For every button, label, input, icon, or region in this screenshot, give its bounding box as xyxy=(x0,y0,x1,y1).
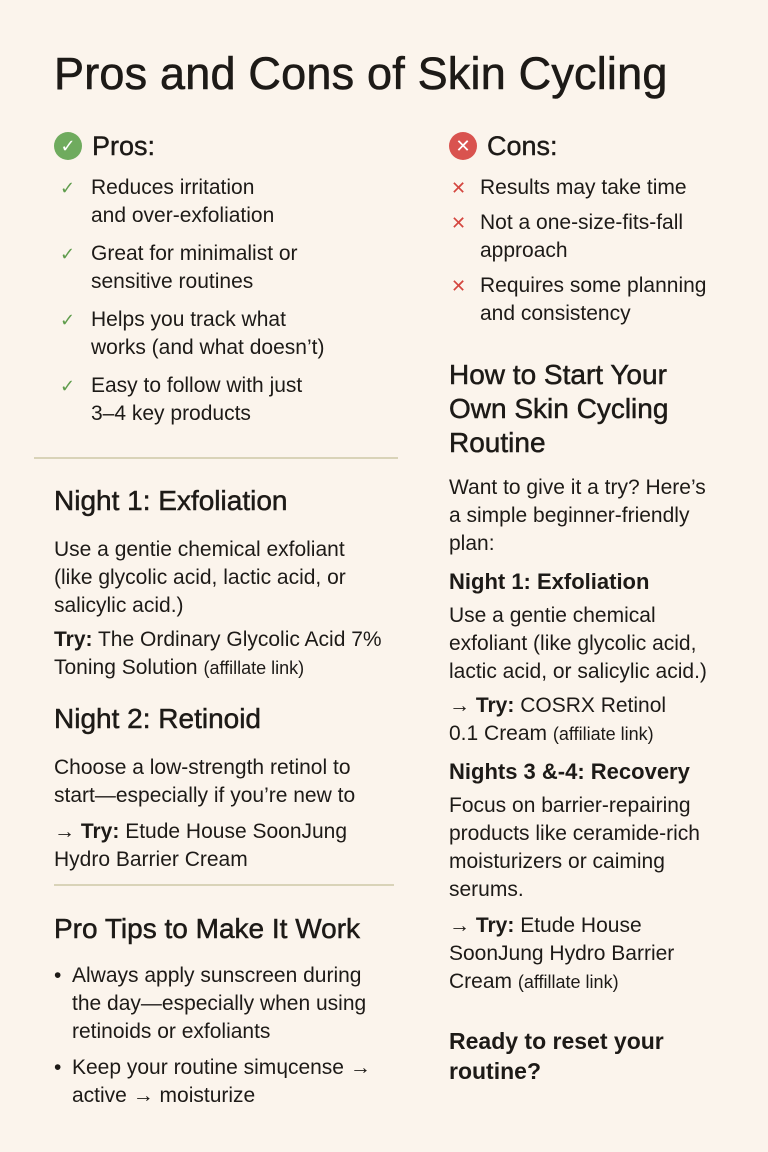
start-night34-heading: Nights 3 &-4: Recovery xyxy=(449,759,690,784)
pros-heading-label: Pros: xyxy=(92,130,156,161)
start-night34-try: → Try: Etude House SoonJung Hydro Barrier Cream (affillate link) xyxy=(449,914,675,993)
page-title: Pros and Cons of Skin Cycling xyxy=(54,48,668,99)
tips-heading: Pro Tips to Make It Work xyxy=(54,913,361,944)
start-night1-try: → Try: COSRX Retinol 0.1 Cream (affiliate link) xyxy=(449,694,667,745)
check-icon: ✓ xyxy=(60,244,76,264)
night2-heading: Night 2: Retinoid xyxy=(54,703,262,734)
tips-section xyxy=(54,912,404,1118)
night1-try: Try: The Ordinary Glycolic Acid 7% Toning Solution (affillate link) xyxy=(54,628,382,679)
right-column xyxy=(449,126,749,1086)
cons-list xyxy=(449,174,749,328)
pros-item: ✓ Reduces irritation and over-exfoliation xyxy=(60,176,275,227)
tips-list xyxy=(54,962,404,1110)
tips-item: • Always apply sunscreen during the day—especially when using retinoids or exfoliants xyxy=(54,962,404,1046)
tips-item: • Keep your routine simɥcense → active → moisturize xyxy=(54,1054,404,1110)
check-icon: ✓ xyxy=(60,178,76,198)
start-intro: Want to give it a try? Here’s a simple beginner-friendly plan: xyxy=(449,476,706,555)
divider xyxy=(54,884,394,886)
night1-desc: Use a gentie chemical exfoliant (like glycolic acid, lactic acid, or salicylic acid.) xyxy=(54,538,346,617)
divider xyxy=(34,457,398,459)
x-icon: ✕ xyxy=(451,178,467,198)
start-night1-heading: Night 1: Exfoliation xyxy=(449,569,650,594)
cta-heading: Ready to reset your routine? xyxy=(449,1028,664,1084)
pros-list xyxy=(54,174,404,428)
cons-item: ✕ Requires some planning and consistency xyxy=(451,274,707,325)
pros-heading xyxy=(54,126,404,166)
check-icon: ✓ xyxy=(60,310,76,330)
night2-try: → Try: Etude House SoonJung Hydro Barrier Cream xyxy=(54,820,348,871)
start-night1-desc: Use a gentie chemical exfoliant (like glycolic acid, lactic acid, or salicylic acid.) xyxy=(449,604,707,683)
cons-heading-label: Cons: xyxy=(487,130,558,161)
start-night34-desc: Focus on barrier-repairing products like ceramide-rich moisturizers or caiming serums. xyxy=(449,794,700,901)
pros-item: ✓ Great for minimalist or sensitive routines xyxy=(60,242,298,293)
check-circle-icon: ✓ xyxy=(54,132,82,160)
check-icon: ✓ xyxy=(60,376,76,396)
night1-heading: Night 1: Exfoliation xyxy=(54,485,288,516)
x-icon: ✕ xyxy=(451,213,467,233)
pros-item: ✓ Easy to follow with just 3–4 key products xyxy=(60,374,303,425)
cons-item: ✕ Results may take time xyxy=(449,174,749,202)
start-heading: How to Start Your Own Skin Cycling Routine xyxy=(449,359,669,458)
cons-item: ✕ Not a one-size-fits-fall approach xyxy=(451,211,684,262)
night2-desc: Choose a low-strength retinol to start—especially if you’re new to xyxy=(54,756,356,807)
left-column xyxy=(54,126,404,438)
x-circle-icon: ✕ xyxy=(449,132,477,160)
pros-item: ✓ Helps you track what works (and what doesn’t) xyxy=(60,308,325,359)
x-icon: ✕ xyxy=(451,276,467,296)
cons-heading xyxy=(449,126,749,166)
night1-section xyxy=(54,484,414,874)
